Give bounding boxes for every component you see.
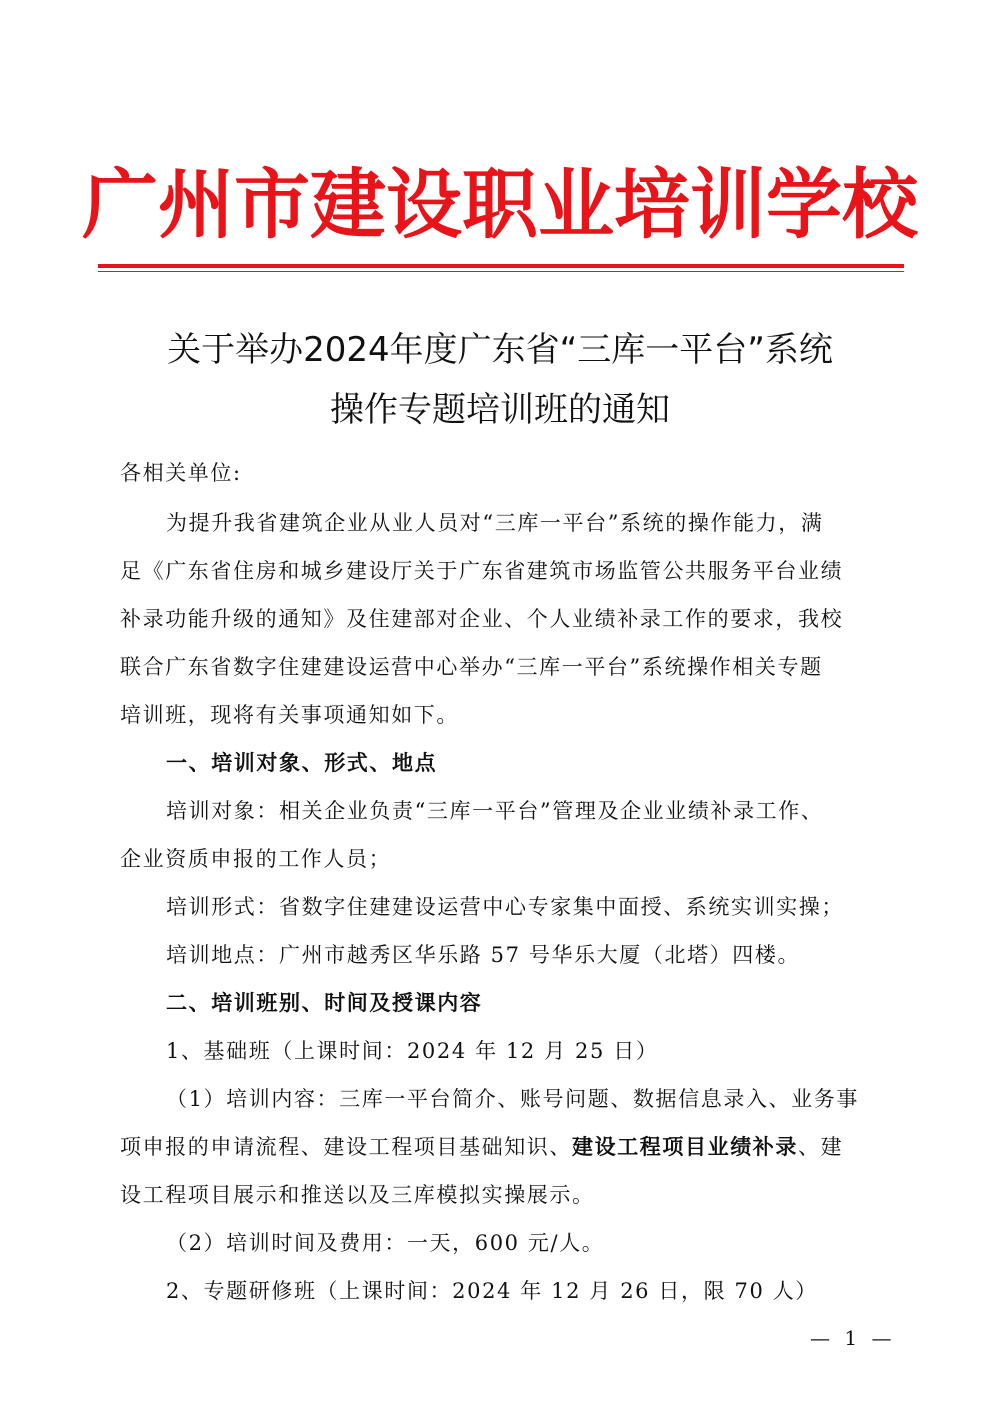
basic-class-content-line-2 xyxy=(120,1132,843,1162)
training-target-line-2: 企业资质申报的工作人员； xyxy=(120,847,392,871)
training-format: 培训形式：省数字住建建设运营中心专家集中面授、系统实训实操； xyxy=(166,895,844,919)
content-text: 、建 xyxy=(798,1135,844,1159)
notice-title-line-1: 关于举办2024年度广东省“三库一平台”系统 xyxy=(167,330,833,370)
basic-class-title: 1、基础班（上课时间：2024 年 12 月 25 日） xyxy=(166,1039,659,1063)
intro-line-4: 联合广东省数字住建建设运营中心举办“三库一平台”系统操作相关专题 xyxy=(120,655,823,679)
letterhead-red-rule xyxy=(98,264,904,268)
intro-line-5: 培训班，现将有关事项通知如下。 xyxy=(120,703,459,727)
content-emphasis: 建设工程项目业绩补录 xyxy=(572,1134,798,1159)
salutation: 各相关单位: xyxy=(120,461,242,485)
section-2-heading: 二、培训班别、时间及授课内容 xyxy=(166,991,483,1015)
intro-line-1: 为提升我省建筑企业从业人员对“三库一平台”系统的操作能力，满 xyxy=(166,511,824,535)
basic-class-content-line-1: （1）培训内容：三库一平台简介、账号问题、数据信息录入、业务事 xyxy=(166,1087,859,1111)
page-number: — 1 — xyxy=(810,1326,896,1350)
notice-title-line-2: 操作专题培训班的通知 xyxy=(330,390,670,430)
advanced-class-title: 2、专题研修班（上课时间：2024 年 12 月 26 日，限 70 人） xyxy=(166,1279,818,1303)
letterhead-red-rule-thin xyxy=(98,271,904,272)
intro-line-2: 足《广东省住房和城乡建设厅关于广东省建筑市场监管公共服务平台业绩 xyxy=(120,559,844,583)
basic-class-fee: （2）培训时间及费用：一天，600 元/人。 xyxy=(166,1231,605,1255)
letterhead-school-name: 广州市建设职业培训学校 xyxy=(82,160,918,249)
training-target-line-1: 培训对象：相关企业负责“三库一平台”管理及企业业绩补录工作、 xyxy=(166,799,824,823)
content-text: 项申报的申请流程、建设工程项目基础知识、 xyxy=(120,1135,572,1159)
section-1-heading: 一、培训对象、形式、地点 xyxy=(166,751,438,775)
intro-line-3: 补录功能升级的通知》及住建部对企业、个人业绩补录工作的要求，我校 xyxy=(120,607,844,631)
basic-class-content-line-3: 设工程项目展示和推送以及三库模拟实操展示。 xyxy=(120,1183,595,1207)
training-location: 培训地点：广州市越秀区华乐路 57 号华乐大厦（北塔）四楼。 xyxy=(166,943,801,967)
